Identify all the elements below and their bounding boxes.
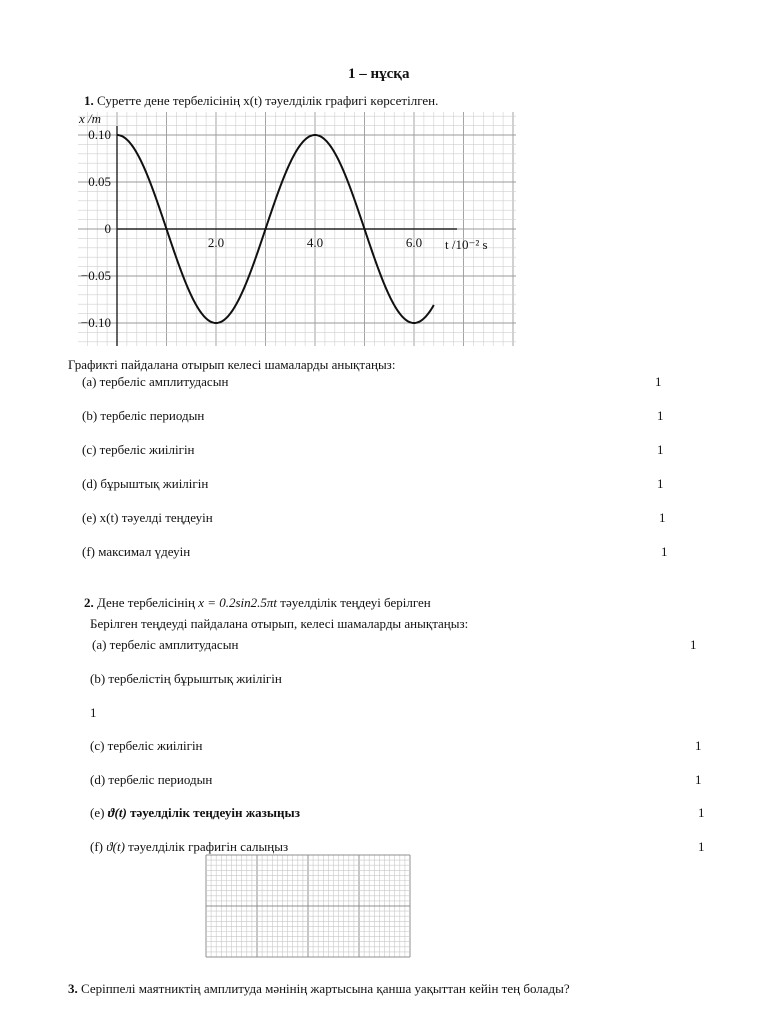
question-1-stem [84,93,438,109]
q2-item-d-score: 1 [695,772,702,787]
q2-item-d-label: (d) тербеліс периодын [90,772,213,787]
q2-item-e-prefix: (e) [90,805,105,820]
x-tick-label: 4.0 [306,235,324,250]
x-tick-label: 6.0 [405,235,423,250]
q1-item-c-label: (c) тербеліс жиілігін [82,442,195,457]
y-tick-label: 0.05 [88,174,111,189]
question-2-number: 2. [84,595,94,610]
q1-item-d-label: (d) бұрыштық жиілігін [82,476,209,491]
q1-item-e-label: (e) x(t) тәуелді теңдеуін [82,510,213,525]
page-title: 1 – нұсқа [348,66,410,82]
question-1-text: Суретте дене тербелісінің x(t) тәуелділік графигі көрсетілген. [97,93,439,108]
q2-item-e-symbol: ϑ(t) [107,805,127,820]
q1-item-f-label: (f) максимал үдеуін [82,544,191,559]
question-2-text-before: Дене тербелісінің [97,595,195,610]
question-3-text: Серіппелі маятниктің амплитуда мәнінің жартысына қанша уақыттан кейін тең болады? [81,981,570,996]
q2-item-f-symbol: ϑ(t) [106,839,125,854]
question-3-stem [68,981,570,997]
y-tick-label: −0.05 [80,268,111,283]
answer-grid [205,854,411,958]
q2-item-c-label: (c) тербеліс жиілігін [90,738,203,753]
question-1-number: 1. [84,93,94,108]
q1-item-b-label: (b) тербеліс периодын [82,408,205,423]
question-3-number: 3. [68,981,78,996]
q2-item-f [90,839,288,855]
q2-item-a-score: 1 [690,637,697,652]
q1-item-a-label: (a) тербеліс амплитудасын [82,374,229,389]
x-tick-label: 2.0 [207,235,225,250]
q2-item-b-label: (b) тербелістің бұрыштық жиілігін [90,671,282,686]
y-axis-label: x /m [79,111,102,126]
q2-item-f-prefix: (f) [90,839,103,854]
y-tick-label: 0 [104,221,111,236]
question-2-equation: x = 0.2sin2.5πt [198,595,278,610]
q2-item-c-score: 1 [695,738,702,753]
y-tick-label: 0.10 [88,127,111,142]
x-axis-label: t /10⁻² s [445,237,488,252]
q2-item-f-label: тәуелділік графигін салыңыз [128,839,289,854]
question-2-stem [84,595,431,611]
q1-item-d-score: 1 [657,476,664,491]
y-tick-label: −0.10 [80,315,111,330]
q2-item-a-label: (a) тербеліс амплитудасын [92,637,239,652]
q1-item-e-score: 1 [659,510,666,525]
q2-item-b-score: 1 [90,705,97,720]
q1-item-c-score: 1 [657,442,664,457]
q1-item-b-score: 1 [657,408,664,423]
q2-item-e [90,805,300,821]
q2-item-f-score: 1 [698,839,705,854]
q1-item-a-score: 1 [655,374,662,389]
q1-item-f-score: 1 [661,544,668,559]
q2-item-e-label: тәуелділік теңдеуін жазыңыз [130,805,300,820]
question-1-instruction: Графикті пайдалана отырып келесі шамаларды анықтаңыз: [68,357,396,372]
question-2-instruction: Берілген теңдеуді пайдалана отырып, келесі шамаларды анықтаңыз: [90,616,469,631]
question-2-text-after: тәуелділік теңдеуі берілген [280,595,431,610]
q2-item-e-score: 1 [698,805,705,820]
displacement-time-chart [62,108,522,350]
